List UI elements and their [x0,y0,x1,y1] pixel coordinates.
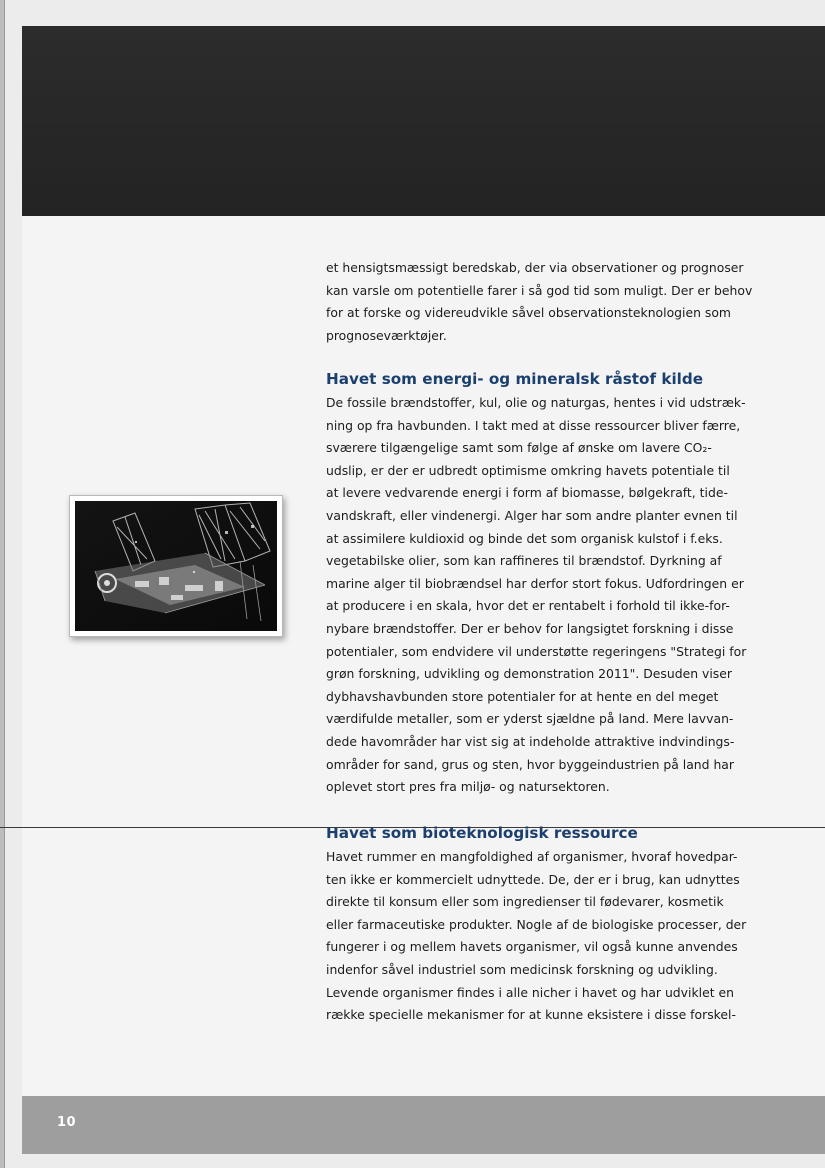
text-line: fungerer i og mellem havets organismer, vil også kunne anvendes [326,939,738,955]
text-line: vandskraft, eller vindenergi. Alger har som andre planter evnen til [326,507,738,523]
energy-section [326,366,746,799]
text-line: nybare brændstoffer. Der er behov for langsigtet forskning i disse [326,620,734,636]
text-line: områder for sand, grus og sten, hvor byggeindustrien på land har [326,756,734,772]
text-line: marine alger til biobrændsel har derfor stort fokus. Udfordringen er [326,575,744,591]
text-line: at levere vedvarende energi i form af biomasse, bølgekraft, tide- [326,485,728,501]
section-heading-energy: Havet som energi- og mineralsk råstof kilde [326,370,704,388]
text-line: sværere tilgængelige samt som følge af ønske om lavere CO₂- [326,440,712,456]
section-heading-biotech: Havet som bioteknologisk ressource [326,824,638,842]
text-line: udslip, er der er udbredt optimisme omkring havets potentiale til [326,462,730,478]
biotech-section [326,820,746,1027]
text-line: dybhavshavbunden store potentialer for at hente en del meget [326,688,719,704]
text-line: værdifulde metaller, som er yderst sjældne på land. Mere lavvan- [326,711,734,727]
text-line: ten ikke er kommercielt udnyttede. De, der er i brug, kan udnyttes [326,871,740,887]
text-line: De fossile brændstoffer, kul, olie og naturgas, hentes i vid udstræk- [326,395,746,410]
text-line: kan varsle om potentielle farer i så god tid som muligt. Der er behov [326,282,753,298]
footer-band [22,1096,825,1154]
text-line: grøn forskning, udvikling og demonstration 2011". Desuden viser [326,666,732,682]
photo-image [75,501,277,631]
header-band [22,26,825,216]
text-line: Havet rummer en mangfoldighed af organismer, hvoraf hovedpar- [326,849,738,864]
text-line: et hensigtsmæssigt beredskab, der via observationer og prognoser [326,260,744,275]
text-line: potentialer, som endvidere vil understøtte regeringens "Strategi for [326,643,747,659]
text-line: dede havområder har vist sig at indeholde attraktive indvindings- [326,733,735,749]
page-edge [0,0,5,1168]
offshore-platform-photo [69,495,283,637]
text-line: for at forske og videreudvikle såvel observationsteknologien som [326,305,731,321]
text-line: Levende organismer findes i alle nicher i havet og har udviklet en [326,984,734,1000]
text-line: direkte til konsum eller som ingredienser til fødevarer, kosmetik [326,894,724,910]
text-line: vegetabilske olier, som kan raffineres til brændstof. Dyrkning af [326,553,722,569]
intro-paragraph [326,257,753,347]
text-line: indenfor såvel industriel som medicinsk forskning og udvikling. [326,961,718,977]
text-line: prognoseværktøjer. [326,327,447,343]
text-line: række specielle mekanismer for at kunne eksistere i disse forskel- [326,1007,736,1023]
text-line: ning op fra havbunden. I takt med at disse ressourcer bliver færre, [326,417,741,433]
text-line: at assimilere kuldioxid og binde det som organisk kulstof i f.eks. [326,530,723,546]
text-line: eller farmaceutiske produkter. Nogle af de biologiske processer, der [326,916,747,932]
page-number: 10 [57,1115,77,1130]
text-line: at producere i en skala, hvor det er rentabelt i forhold til ikke-for- [326,598,730,614]
text-line: oplevet stort pres fra miljø- og natursektoren. [326,779,610,795]
